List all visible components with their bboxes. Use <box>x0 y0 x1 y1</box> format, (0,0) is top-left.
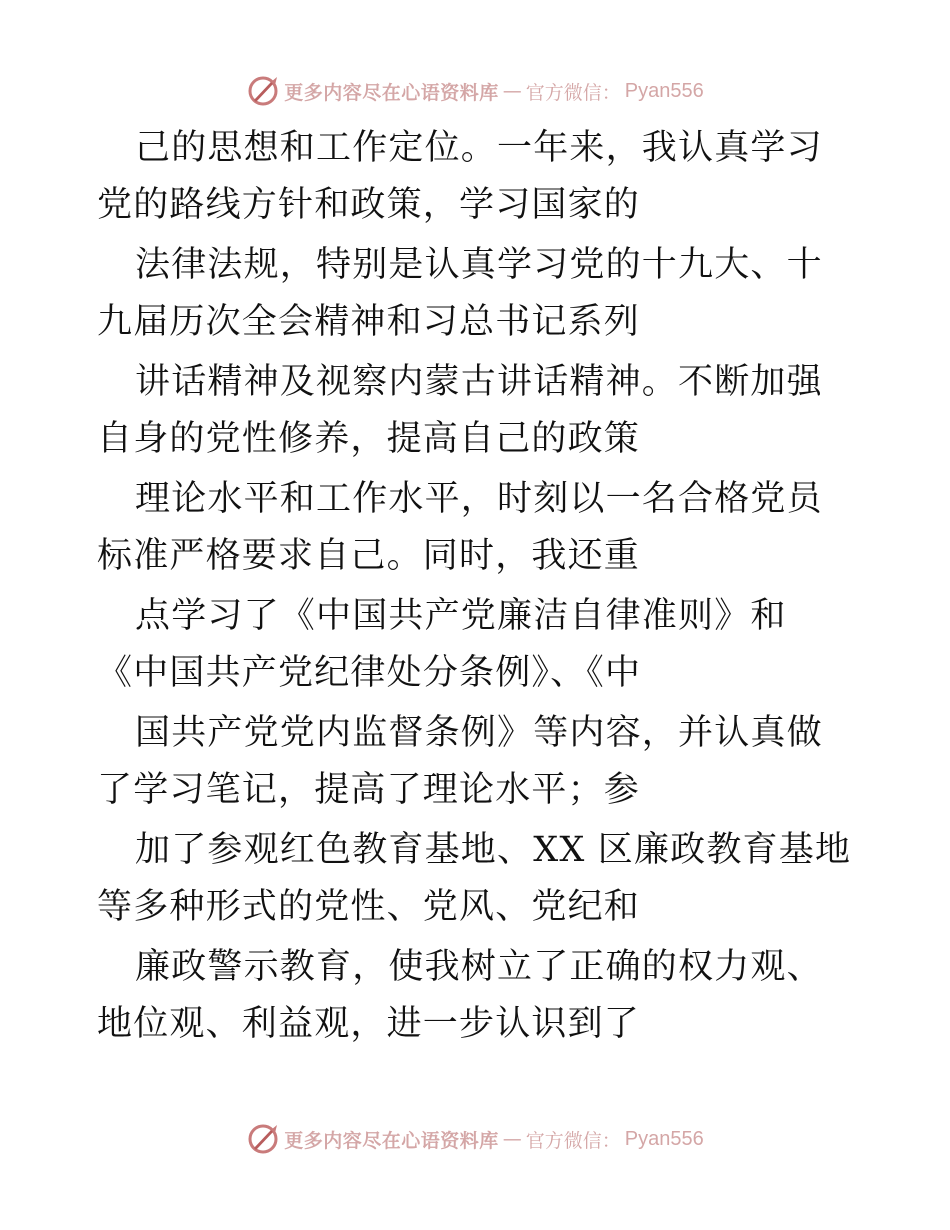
header-banner-text: 更多内容尽在心语资料库 <box>284 81 499 104</box>
header-banner <box>0 71 950 111</box>
paragraph-1: 己的思想和工作定位。一年来，我认真学习党的路线方针和政策，学习国家的 <box>97 128 823 225</box>
header-contact-id: Pyan556 <box>624 79 704 102</box>
paragraph-7: 加了参观红色教育基地、XX 区廉政教育基地等多种形式的党性、党风、党纪和 <box>97 830 852 927</box>
footer-banner <box>0 1119 950 1159</box>
footer-contact-label: 官方微信： <box>525 1129 621 1152</box>
quill-logo-icon <box>246 1122 280 1156</box>
header-separator: — <box>502 80 522 102</box>
paragraph-2: 法律法规，特别是认真学习党的十九大、十九届历次全会精神和习总书记系列 <box>97 245 823 342</box>
paragraph-3: 讲话精神及视察内蒙古讲话精神。不断加强自身的党性修养，提高自己的政策 <box>97 362 823 459</box>
footer-contact-id: Pyan556 <box>624 1127 704 1150</box>
paragraph-6: 国共产党党内监督条例》等内容，并认真做了学习笔记，提高了理论水平；参 <box>97 713 823 810</box>
document-body <box>97 120 857 1053</box>
paragraph-4: 理论水平和工作水平，时刻以一名合格党员标准严格要求自己。同时，我还重 <box>97 479 823 576</box>
paragraph-8: 廉政警示教育，使我树立了正确的权力观、地位观、利益观，进一步认识到了 <box>97 947 823 1044</box>
paragraph-5: 点学习了《中国共产党廉洁自律准则》和《中国共产党纪律处分条例》、《中 <box>97 596 787 693</box>
footer-separator: — <box>502 1128 522 1150</box>
header-contact-label: 官方微信： <box>525 81 621 104</box>
quill-logo-icon <box>246 74 280 108</box>
footer-banner-text: 更多内容尽在心语资料库 <box>284 1129 499 1152</box>
